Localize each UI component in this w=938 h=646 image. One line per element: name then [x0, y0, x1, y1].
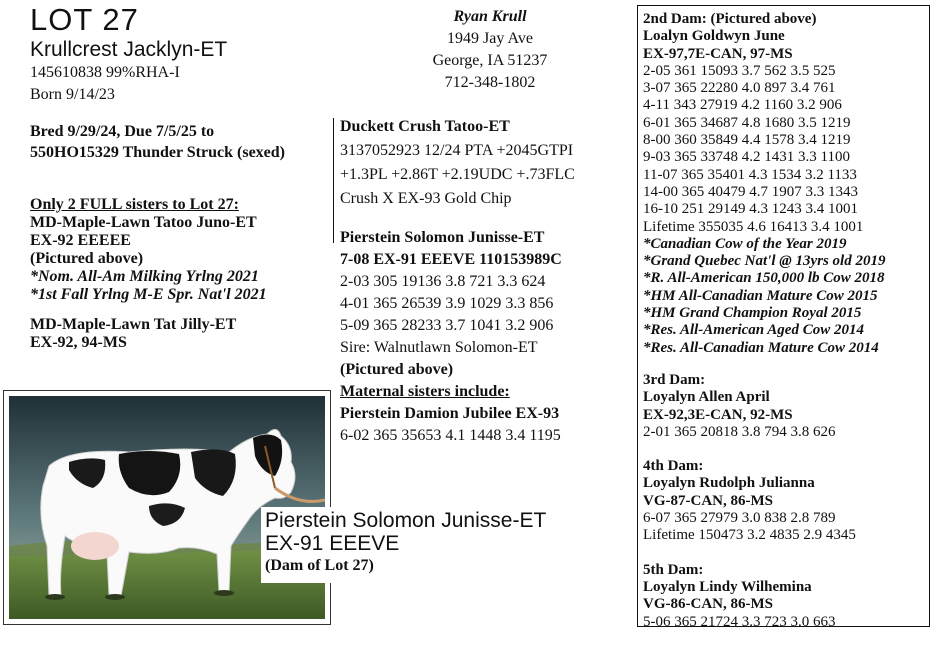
full-sisters-section: [30, 196, 267, 304]
second-dam-record: 2-05 361 15093 3.7 562 3.5 525: [643, 62, 836, 79]
fifth-dam-heading: 5th Dam:: [643, 561, 704, 578]
second-dam-record: 9-03 365 33748 4.2 1431 3.3 1100: [643, 149, 850, 166]
maternal-sister-name: Pierstein Damion Jubilee EX-93: [340, 405, 560, 422]
sire-section: [340, 115, 575, 211]
owner-city: George, IA 51237: [432, 52, 548, 69]
second-dam-record: 4-11 343 27919 4.2 1160 3.2 906: [643, 97, 842, 114]
sire-name: Duckett Crush Tatoo-ET: [340, 118, 510, 135]
second-dam-name: Loalyn Goldwyn June: [643, 28, 785, 45]
caption-relation: (Dam of Lot 27): [265, 557, 374, 574]
maternal-sisters-heading: Maternal sisters include:: [340, 383, 510, 400]
second-dam-record: 3-07 365 22280 4.0 897 3.4 761: [643, 80, 836, 97]
third-dam-record: 2-01 365 20818 3.8 794 3.8 626: [643, 423, 836, 440]
dam-score: 7-08 EX-91 EEEVE 110153989C: [340, 251, 562, 268]
lot-number: LOT 27: [30, 2, 139, 37]
sister-1-score: EX-92 EEEEE: [30, 232, 131, 249]
dam-section: [340, 227, 562, 447]
fourth-dam-lifetime: Lifetime 150473 3.2 4835 2.9 4345: [643, 527, 856, 544]
photo-caption: [261, 507, 561, 583]
second-dam-record: 14-00 365 40479 4.7 1907 3.3 1343: [643, 183, 858, 200]
fourth-dam-name: Loyalyn Rudolph Julianna: [643, 475, 815, 492]
fifth-dam-name: Loyalyn Lindy Wilhemina: [643, 578, 812, 595]
second-dam-record: 8-00 360 35849 4.4 1578 3.4 1219: [643, 132, 851, 149]
second-dam-award: *R. All-American 150,000 lb Cow 2018: [643, 270, 885, 287]
sister-2-score: EX-92, 94-MS: [30, 334, 127, 351]
dam-score-line: [340, 249, 562, 271]
maternal-line-box: [637, 5, 930, 630]
birth-date: Born 9/14/23: [30, 86, 115, 103]
fourth-dam-heading: 4th Dam:: [643, 458, 704, 475]
sister-1-award: *1st Fall Yrlng M-E Spr. Nat'l 2021: [30, 286, 267, 303]
breeding-line-1: Bred 9/29/24, Due 7/5/25 to: [30, 123, 215, 140]
second-dam-lifetime: Lifetime 355035 4.6 16413 3.4 1001: [643, 218, 864, 235]
third-dam-heading: 3rd Dam:: [643, 371, 706, 388]
second-dam-award: *Res. All-American Aged Cow 2014: [643, 322, 864, 339]
second-dam-award: *Res. All-Canadian Mature Cow 2014: [643, 339, 879, 356]
caption-cow-score: EX-91 EEEVE: [265, 532, 400, 555]
sister-2: [30, 316, 236, 352]
maternal-sister-record: 6-02 365 35653 4.1 1448 3.4 1195: [340, 427, 561, 444]
second-dam-award: *HM All-Canadian Mature Cow 2015: [643, 287, 878, 304]
second-dam-score: EX-97,7E-CAN, 97-MS: [643, 45, 793, 62]
dam-record: 2-03 305 19136 3.8 721 3.3 624: [340, 273, 546, 290]
sister-1-name: MD-Maple-Lawn Tatoo Juno-ET: [30, 214, 257, 231]
fifth-dam-record: 5-06 365 21724 3.3 723 3.0 663: [643, 613, 836, 630]
owner-street: 1949 Jay Ave: [447, 30, 533, 47]
dam-record: 4-01 365 26539 3.9 1029 3.3 856: [340, 295, 554, 312]
sire-proof: +1.3PL +2.86T +2.19UDC +.73FLC: [340, 166, 575, 183]
second-dam-award: *HM Grand Champion Royal 2015: [643, 305, 862, 322]
second-dam-record: 16-10 251 29149 4.3 1243 3.4 1001: [643, 201, 858, 218]
sire-divider-line: [333, 118, 334, 243]
fourth-dam-score: VG-87-CAN, 86-MS: [643, 492, 773, 509]
full-sisters-heading: Only 2 FULL sisters to Lot 27:: [30, 196, 239, 213]
owner-name: Ryan Krull: [453, 8, 527, 25]
registration-number: 145610838 99%RHA-I: [30, 64, 180, 81]
owner-contact: [395, 6, 585, 94]
dam-record: 5-09 365 28233 3.7 1041 3.2 906: [340, 317, 554, 334]
owner-phone: 712-348-1802: [444, 74, 536, 91]
dam-sire: Sire: Walnutlawn Solomon-ET: [340, 339, 538, 356]
second-dam-award: *Canadian Cow of the Year 2019: [643, 235, 847, 252]
breeding-info: [30, 121, 285, 163]
third-dam-score: EX-92,3E-CAN, 92-MS: [643, 406, 793, 423]
dam-pictured-note: (Pictured above): [340, 361, 454, 378]
dam-name: Pierstein Solomon Junisse-ET: [340, 229, 545, 246]
second-dam-record: 6-01 365 34687 4.8 1680 3.5 1219: [643, 114, 851, 131]
sire-pedigree: Crush X EX-93 Gold Chip: [340, 190, 512, 207]
second-dam-award: *Grand Quebec Nat'l @ 13yrs old 2019: [643, 253, 886, 270]
sister-1-award: *Nom. All-Am Milking Yrlng 2021: [30, 268, 259, 285]
animal-name: Krullcrest Jacklyn-ET: [30, 38, 228, 61]
sister-2-name: MD-Maple-Lawn Tat Jilly-ET: [30, 316, 237, 333]
fifth-dam-score: VG-86-CAN, 86-MS: [643, 596, 773, 613]
sister-1-note: (Pictured above): [30, 250, 144, 267]
fourth-dam-record: 6-07 365 27979 3.0 838 2.8 789: [643, 510, 836, 527]
sire-proof: 3137052923 12/24 PTA +2045GTPI: [340, 142, 574, 159]
second-dam-heading: 2nd Dam: (Pictured above): [643, 11, 817, 27]
second-dam-record: 11-07 365 35401 4.3 1534 3.2 1133: [643, 166, 857, 183]
caption-cow-name: Pierstein Solomon Junisse-ET: [265, 509, 547, 532]
breeding-line-2: 550HO15329 Thunder Struck (sexed): [30, 144, 285, 161]
third-dam-name: Loyalyn Allen April: [643, 389, 770, 406]
